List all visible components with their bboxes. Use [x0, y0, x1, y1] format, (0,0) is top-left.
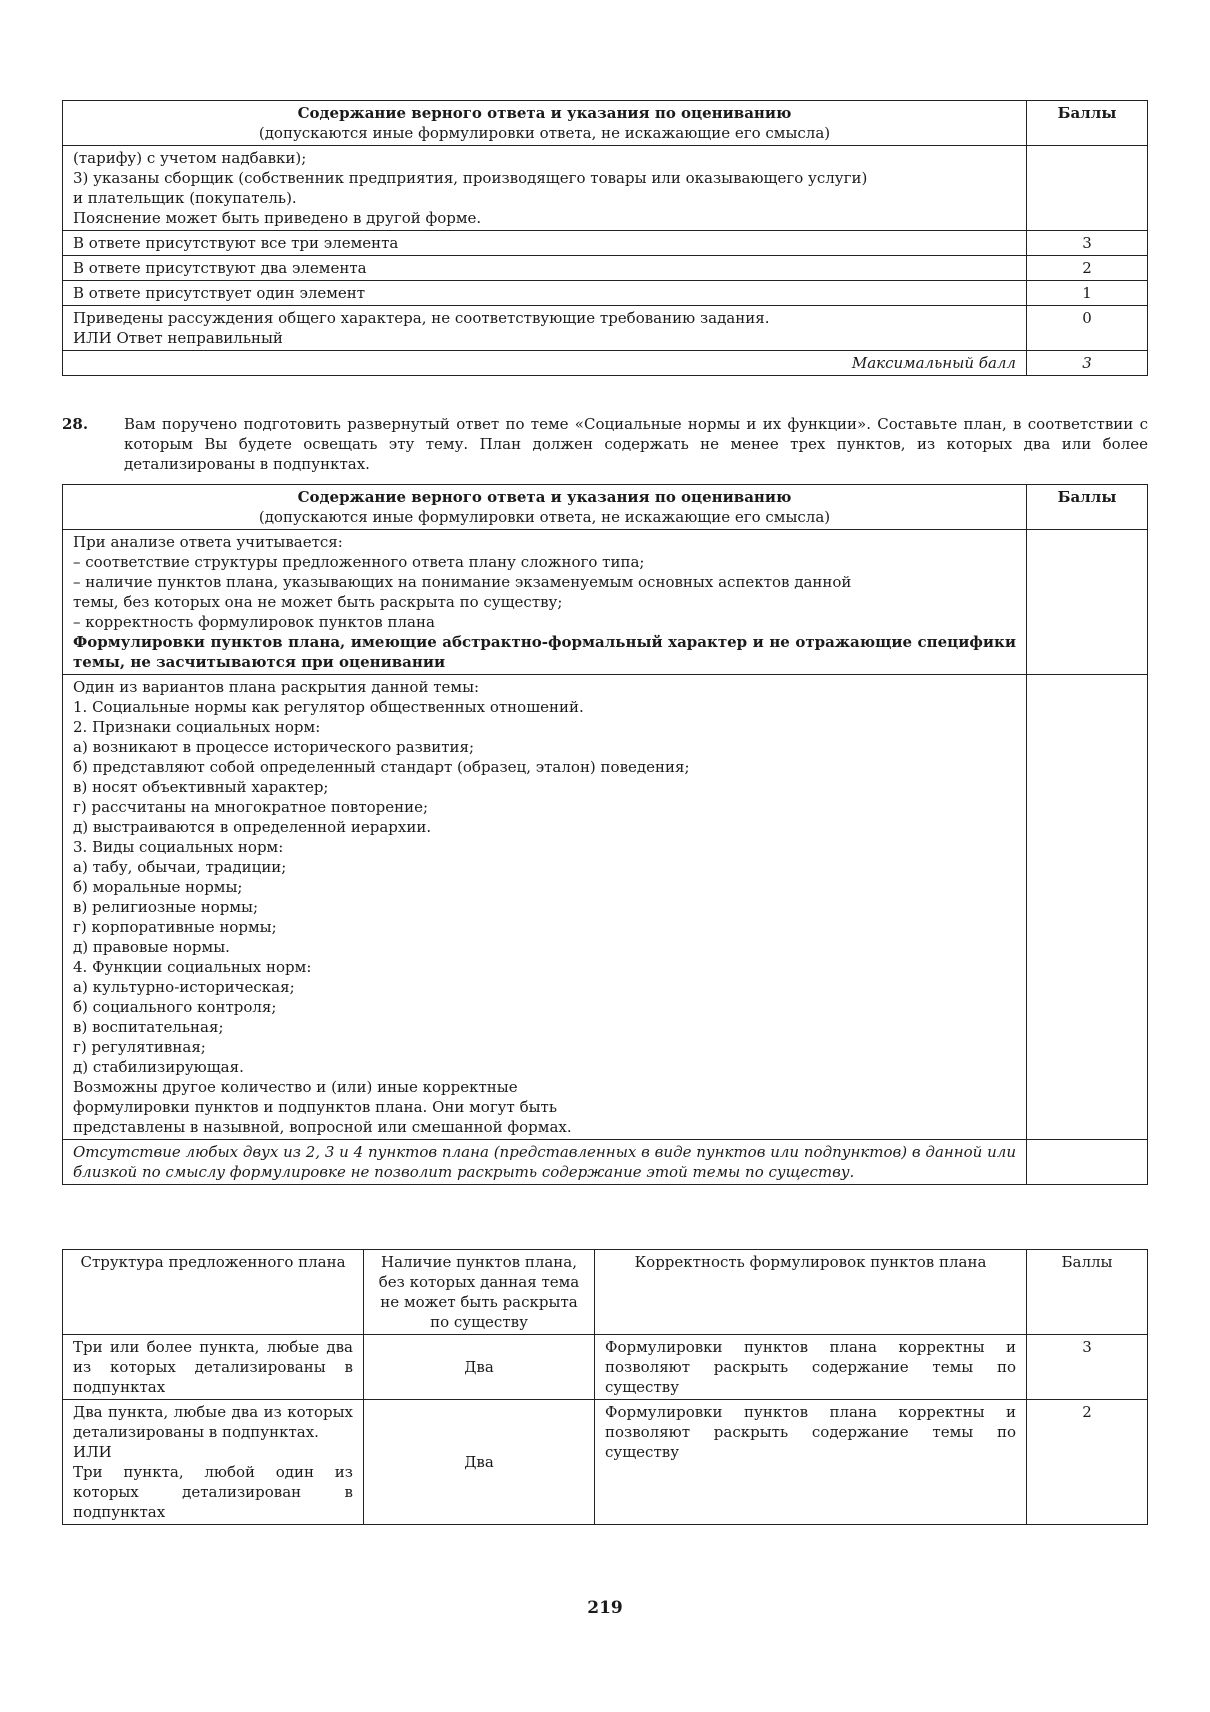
- table-header-row: [63, 1250, 1148, 1335]
- page-number: 219: [587, 1598, 623, 1618]
- plan-line: в) воспитательная;: [73, 1018, 224, 1036]
- structure-cell: [63, 1400, 364, 1525]
- plan-line: 1. Социальные нормы как регулятор общественных отношений.: [73, 698, 584, 716]
- plan-line: г) рассчитаны на многократное повторение;: [73, 798, 429, 816]
- header-main: Содержание верного ответа и указания по оцениванию: [297, 488, 792, 506]
- plan-scoring-matrix: [62, 1249, 1148, 1525]
- scoring-table-27: [62, 100, 1148, 376]
- plan-line: д) выстраиваются в определенной иерархии.: [73, 818, 432, 836]
- structure-or: ИЛИ: [73, 1443, 112, 1461]
- points-cell: 2: [1027, 1400, 1148, 1525]
- plan-line: 4. Функции социальных норм:: [73, 958, 312, 976]
- correctness-cell: Формулировки пунктов плана корректны и позволяют раскрыть содержание темы по существу: [595, 1400, 1027, 1525]
- criterion-line: Приведены рассуждения общего характера, не соответствующие требованию задания.: [73, 309, 770, 327]
- plan-line: представлены в назывной, вопросной или смешанной формах.: [73, 1118, 572, 1136]
- correctness-cell: Формулировки пунктов плана корректны и позволяют раскрыть содержание темы по существу: [595, 1335, 1027, 1400]
- criteria-line: При анализе ответа учитывается:: [73, 533, 343, 551]
- criterion-line: ИЛИ Ответ неправильный: [73, 329, 283, 347]
- table-row: [63, 1400, 1148, 1525]
- header-points: Баллы: [1027, 101, 1148, 146]
- plan-line: д) стабилизирующая.: [73, 1058, 244, 1076]
- table-row: [63, 530, 1148, 675]
- plan-line: формулировки пунктов и подпунктов плана. Они могут быть: [73, 1098, 558, 1116]
- table-header-content: [63, 101, 1027, 146]
- points-cell: [1027, 675, 1148, 1140]
- points-cell: 3: [1027, 231, 1148, 256]
- plan-line: Возможны другое количество и (или) иные корректные: [73, 1078, 518, 1096]
- plan-line: 3. Виды социальных норм:: [73, 838, 284, 856]
- table-row: [63, 306, 1148, 351]
- scoring-table-28: [62, 484, 1148, 1185]
- content-line: Пояснение может быть приведено в другой форме.: [73, 209, 482, 227]
- structure-cell: Три или более пункта, любые два из которых детализированы в подпунктах: [63, 1335, 364, 1400]
- criterion-cell: В ответе присутствует один элемент: [63, 281, 1027, 306]
- presence-cell: Два: [364, 1335, 595, 1400]
- points-cell: [1027, 146, 1148, 231]
- header-points: Баллы: [1027, 485, 1148, 530]
- structure-option-b: Три пункта, любой один из которых детализирован в подпунктах: [73, 1463, 353, 1521]
- plan-line: д) правовые нормы.: [73, 938, 230, 956]
- plan-line: 2. Признаки социальных норм:: [73, 718, 321, 736]
- max-score-label: Максимальный балл: [63, 351, 1027, 376]
- plan-line: Один из вариантов плана раскрытия данной темы:: [73, 678, 480, 696]
- criteria-cell: [63, 530, 1027, 675]
- points-cell: 3: [1027, 1335, 1148, 1400]
- content-line: 3) указаны сборщик (собственник предприятия, производящего товары или оказывающего услуги): [73, 169, 868, 187]
- points-cell: 0: [1027, 306, 1148, 351]
- criteria-line: – корректность формулировок пунктов плана: [73, 613, 435, 631]
- plan-cell: [63, 675, 1027, 1140]
- plan-line: в) носят объективный характер;: [73, 778, 329, 796]
- plan-line: а) возникают в процессе исторического развития;: [73, 738, 475, 756]
- header-sub: (допускаются иные формулировки ответа, не искажающие его смысла): [258, 124, 831, 142]
- points-cell: [1027, 530, 1148, 675]
- structure-option-a: Два пункта, любые два из которых детализированы в подпунктах.: [73, 1403, 353, 1441]
- plan-line: б) моральные нормы;: [73, 878, 243, 896]
- criterion-cell: В ответе присутствуют два элемента: [63, 256, 1027, 281]
- criterion-cell: [63, 306, 1027, 351]
- criteria-bold-note: Формулировки пунктов плана, имеющие абстрактно-формальный характер и не отражающие специфики темы, не засчитываются при оценивании: [73, 633, 1016, 671]
- points-cell: 2: [1027, 256, 1148, 281]
- points-cell: 1: [1027, 281, 1148, 306]
- header-points: Баллы: [1027, 1250, 1148, 1335]
- criteria-line: – наличие пунктов плана, указывающих на понимание экзаменуемым основных аспектов данной: [73, 573, 852, 591]
- plan-line: б) представляют собой определенный стандарт (образец, эталон) поведения;: [73, 758, 690, 776]
- content-line: (тарифу) с учетом надбавки);: [73, 149, 307, 167]
- table-header-content: [63, 485, 1027, 530]
- points-cell: [1027, 1140, 1148, 1185]
- header-structure: Структура предложенного плана: [63, 1250, 364, 1335]
- table-row: [63, 146, 1148, 231]
- table-header-row: [63, 485, 1148, 530]
- task-text: Вам поручено подготовить развернутый ответ по теме «Социальные нормы и их функции». Составьте план, в соответствии с которым Вы будете освещать эту тему. План должен содержать не менее трех пунктов, из которых два или более детализированы в подпунктах.: [124, 415, 1148, 473]
- content-line: и плательщик (покупатель).: [73, 189, 297, 207]
- table-row: [63, 256, 1148, 281]
- header-presence: Наличие пунктов плана, без которых данная тема не может быть раскрыта по существу: [364, 1250, 595, 1335]
- task-number: 28.: [62, 415, 89, 433]
- header-sub: (допускаются иные формулировки ответа, не искажающие его смысла): [258, 508, 831, 526]
- plan-line: г) регулятивная;: [73, 1038, 206, 1056]
- content-cell: [63, 146, 1027, 231]
- note-cell: Отсутствие любых двух из 2, 3 и 4 пунктов плана (представленных в виде пунктов или подпунктов) в данной или близкой по смыслу формулировке не позволит раскрыть содержание этой темы по существу.: [63, 1140, 1027, 1185]
- criterion-cell: В ответе присутствуют все три элемента: [63, 231, 1027, 256]
- presence-cell: Два: [364, 1400, 595, 1525]
- header-correctness: Корректность формулировок пунктов плана: [595, 1250, 1027, 1335]
- table-row: [63, 1140, 1148, 1185]
- table-row: [63, 231, 1148, 256]
- plan-line: г) корпоративные нормы;: [73, 918, 277, 936]
- plan-line: б) социального контроля;: [73, 998, 277, 1016]
- plan-line: а) культурно-историческая;: [73, 978, 295, 996]
- criteria-line: – соответствие структуры предложенного ответа плану сложного типа;: [73, 553, 645, 571]
- table-row: [63, 675, 1148, 1140]
- criteria-line: темы, без которых она не может быть раскрыта по существу;: [73, 593, 563, 611]
- table-row: [63, 281, 1148, 306]
- plan-line: а) табу, обычаи, традиции;: [73, 858, 287, 876]
- plan-line: в) религиозные нормы;: [73, 898, 259, 916]
- max-score-row: [63, 351, 1148, 376]
- max-score-value: 3: [1027, 351, 1148, 376]
- header-main: Содержание верного ответа и указания по оцениванию: [297, 104, 792, 122]
- table-header-row: [63, 101, 1148, 146]
- table-row: [63, 1335, 1148, 1400]
